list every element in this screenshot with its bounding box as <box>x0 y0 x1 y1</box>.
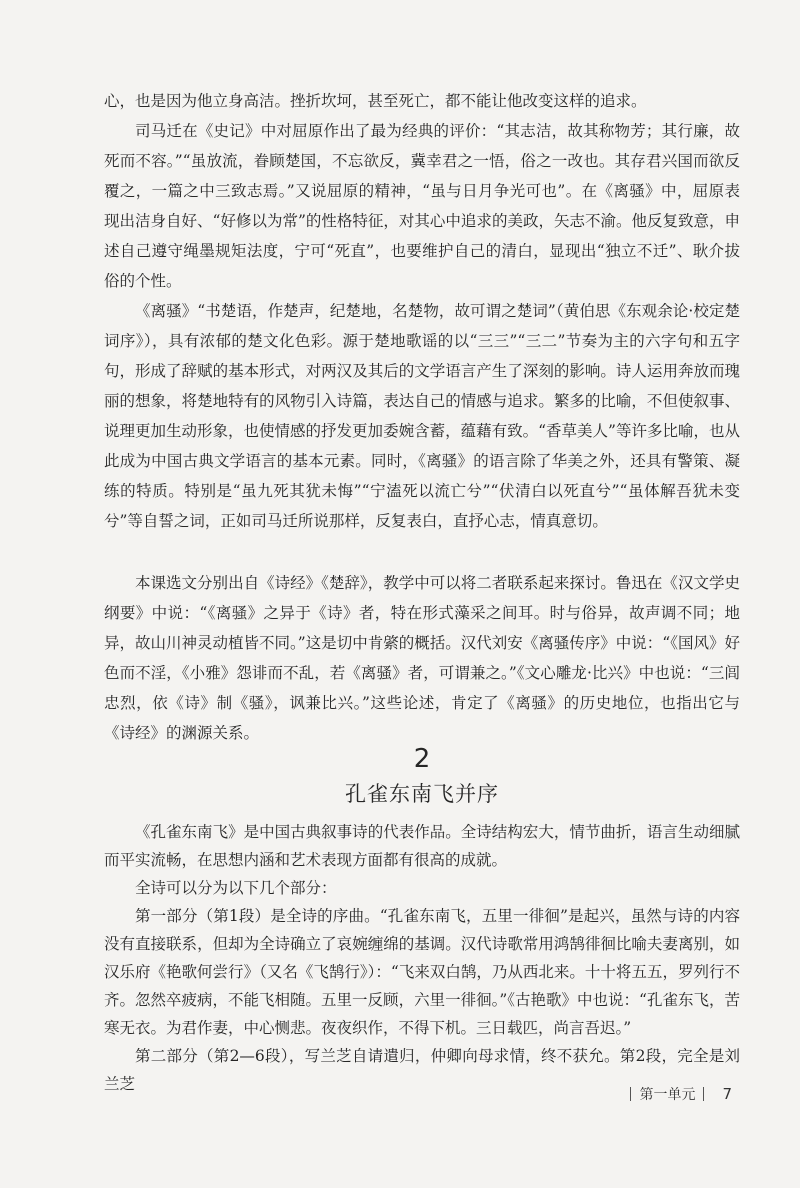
paragraph: 《孔雀东南飞》是中国古典叙事诗的代表作品。全诗结构宏大，情节曲折，语言生动细腻而平实流畅，在思想内涵和艺术表现方面都有很高的成就。 <box>104 823 740 869</box>
section-number: 2 <box>413 744 431 774</box>
divider <box>630 1087 631 1101</box>
section-heading <box>104 736 740 808</box>
unit-label: 第一单元 <box>639 1087 696 1103</box>
paragraph: 全诗可以分为以下几个部分： <box>135 879 337 897</box>
paragraph-gap <box>104 536 740 568</box>
paragraph: 《离骚》“书楚语，作楚声，纪楚地，名楚物，故可谓之楚词”（黄伯思《东观余论·校定楚词序》），具有浓郁的楚文化色彩。源于楚地歌谣的以“三三”“三二”节奏为主的六字句和五字句，形成了辞赋的基本形式，对两汉及其后的文学语言产生了深刻的影响。诗人运用奔放而瑰丽的想象，将楚地特有的风物引入诗篇，表达自己的情感与追求。繁多的比喻，不但使叙事、说理更加生动形象，也使情感的抒发更加委婉含蓄，蕴藉有致。“香草美人”等许多比喻，也从此成为中国古典文学语言的基本元素。同时，《离骚》的语言除了华美之外，还具有警策、凝练的特质。特别是“虽九死其犹未悔”“宁溘死以流亡兮”“伏清白以死直兮”“虽体解吾犹未变兮”等自誓之词，正如司马迁所说那样，反复表白，直抒心志，情真意切。 <box>104 302 740 530</box>
paragraph: 本课选文分别出自《诗经》《楚辞》，教学中可以将二者联系起来探讨。鲁迅在《汉文学史纲要》中说：“《离骚》之异于《诗》者，特在形式藻采之间耳。时与俗异，故声调不同；地异，故山川神灵动植皆不同。”这是切中肯綮的概括。汉代刘安《离骚传序》中说：“《国风》好色而不淫，《小雅》怨诽而不乱，若《离骚》者，可谓兼之。”《文心雕龙·比兴》中也说：“三闾忠烈，依《诗》制《骚》，讽兼比兴。”这些论述，肯定了《离骚》的历史地位，也指出它与《诗经》的渊源关系。 <box>104 574 740 742</box>
paragraph: 第二部分（第2—6段），写兰芝自请遣归，仲卿向母求情，终不获允。第2段，完全是刘兰芝 <box>104 1047 740 1093</box>
page-footer <box>622 1084 732 1104</box>
paragraph: 心，也是因为他立身高洁。挫折坎坷，甚至死亡，都不能让他改变这样的追求。 <box>104 92 647 110</box>
divider <box>703 1087 704 1101</box>
page-number: 7 <box>722 1085 732 1103</box>
paragraph: 司马迁在《史记》中对屈原作出了最为经典的评价：“其志洁，故其称物芳；其行廉，故死而不容。”“虽放流，眷顾楚国，不忘欲反，冀幸君之一悟，俗之一改也。其存君兴国而欲反覆之，一篇之中三致志焉。”又说屈原的精神，“虽与日月争光可也”。在《离骚》中，屈原表现出洁身自好、“好修以为常”的性格特征，对其心中追求的美政，矢志不渝。他反复致意，申述自己遵守绳墨规矩法度，宁可“死直”，也要维护自己的清白，显现出“独立不迁”、耿介拔俗的个性。 <box>104 122 740 290</box>
section-text <box>104 818 740 1098</box>
section-title: 孔雀东南飞并序 <box>345 782 499 806</box>
body-text <box>104 86 740 748</box>
paragraph: 第一部分（第1段）是全诗的序曲。“孔雀东南飞，五里一徘徊”是起兴，虽然与诗的内容没有直接联系，但却为全诗确立了哀婉缠绵的基调。汉代诗歌常用鸿鹄徘徊比喻夫妻离别，如汉乐府《艳歌何尝行》（又名《飞鹄行》）：“飞来双白鹄，乃从西北来。十十将五五，罗列行不齐。忽然卒疲病，不能飞相随。五里一反顾，六里一徘徊。”《古艳歌》中也说：“孔雀东飞，苦寒无衣。为君作妻，中心恻悲。夜夜织作，不得下机。三日载匹，尚言吾迟。” <box>104 907 740 1037</box>
